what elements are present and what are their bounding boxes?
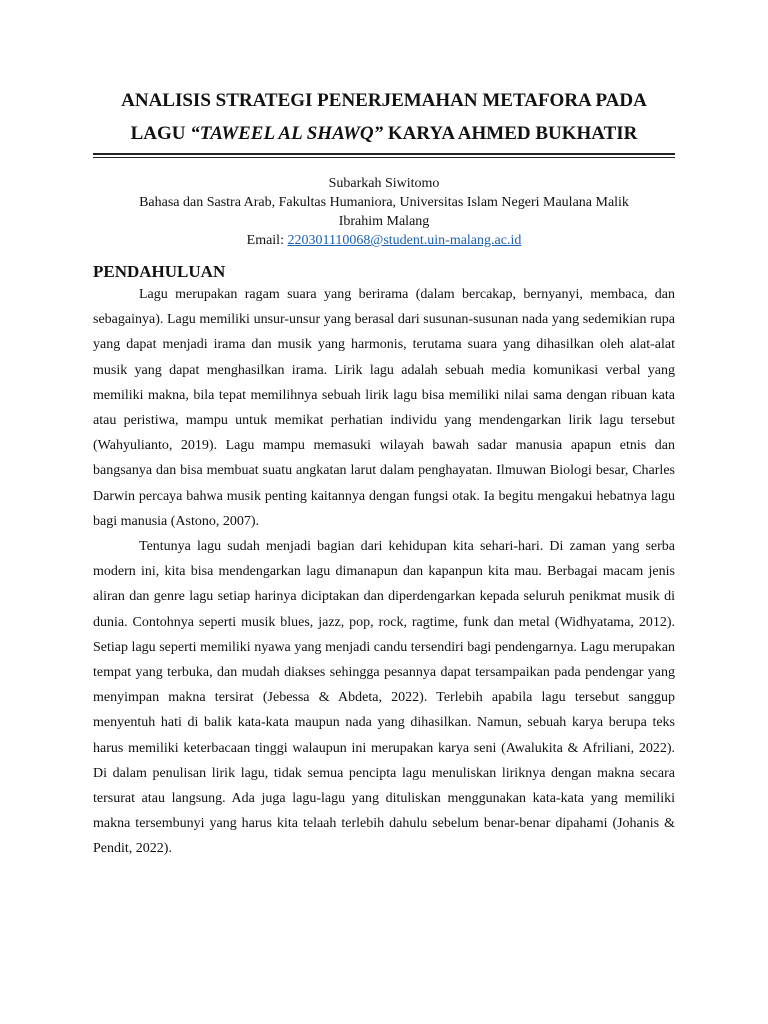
author-affiliation-line-2: Ibrahim Malang (338, 214, 430, 229)
title-line-2-suffix: KARYA AHMED BUKHATIR (383, 123, 638, 144)
author-email-line (93, 231, 675, 250)
document-page (93, 84, 675, 862)
author-affiliation-line-1: Bahasa dan Sastra Arab, Fakultas Humaniora, Universitas Islam Negeri Maulana Malik (139, 195, 629, 210)
paper-title (93, 84, 675, 150)
email-link[interactable]: 220301110068@student.uin-malang.ac.id (287, 233, 522, 248)
title-song-name: “TAWEEL AL SHAWQ” (190, 123, 384, 144)
section-heading: PENDAHULUAN (93, 262, 226, 281)
body-paragraph-1: Lagu merupakan ragam suara yang berirama (dalam bercakap, bernyanyi, membaca, dan sebagainya). Lagu memiliki unsur-unsur yang berasal dari susunan-susunan nada yang sedemikian rupa yang dapat menjadi irama dan musik yang harmonis, terutama suara yang dihasilkan oleh alat-alat musik yang dapat menghasilkan irama. Lirik lagu adalah sebuah media komunikasi verbal yang memiliki makna, bila tepat memilihnya sebuah lirik lagu bisa memiliki nilai sama dengan ribuan kata atau peristiwa, mampu untuk memikat perhatian individu yang mendengarkan lirik lagu tersebut (Wahyulianto, 2019). Lagu mampu memasuki wilayah bawah sadar manusia apapun etnis dan bangsanya dan bisa membuat suatu angkatan larut dalam penghayatan. Ilmuwan Biologi besar, Charles Darwin percaya bahwa musik penting kaitannya dengan fungsi otak. Ia begitu mengakui hebatnya lagu bagi manusia (Astono, 2007). (93, 287, 675, 529)
title-line-1: ANALISIS STRATEGI PENERJEMAHAN METAFORA PADA (121, 90, 647, 111)
title-rule-thick (93, 153, 675, 155)
author-name: Subarkah Siwitomo (328, 176, 440, 191)
author-block (93, 174, 675, 250)
title-line-2-prefix: LAGU (130, 123, 191, 144)
email-label: Email: (246, 233, 288, 248)
body-paragraph-2: Tentunya lagu sudah menjadi bagian dari kehidupan kita sehari-hari. Di zaman yang serba modern ini, kita bisa mendengarkan lagu dimanapun dan kapanpun kita mau. Berbagai macam jenis aliran dan genre lagu setiap harinya diciptakan dan diperdengarkan kepada seluruh penikmat musik di dunia. Contohnya seperti musik blues, jazz, pop, rock, ragtime, funk dan metal (Widhyatama, 2012). Setiap lagu seperti memiliki nyawa yang menjadi candu tersendiri bagi pendengarnya. Lagu merupakan tempat yang terbuka, dan mudah diakses sehingga pesannya dapat tersampaikan pada pendengar yang menyimpan makna tersirat (Jebessa & Abdeta, 2022). Terlebih apabila lagu tersebut sanggup menyentuh hati di balik kata-kata maupun nada yang dihasilkan. Namun, sebuah karya berupa teks harus memiliki keterbacaan tinggi walaupun ini merupakan karya seni (Awalukita & Afriliani, 2022). Di dalam penulisan lirik lagu, tidak semua pencipta lagu menuliskan liriknya dengan makna secara tersurat atau langsung. Ada juga lagu-lagu yang dituliskan menggunakan kata-kata yang memiliki makna tersembunyi yang harus kita telaah terlebih dahulu sebelum benar-benar dipahami (Johanis & Pendit, 2022). (93, 539, 675, 857)
title-rule-thin (93, 157, 675, 158)
